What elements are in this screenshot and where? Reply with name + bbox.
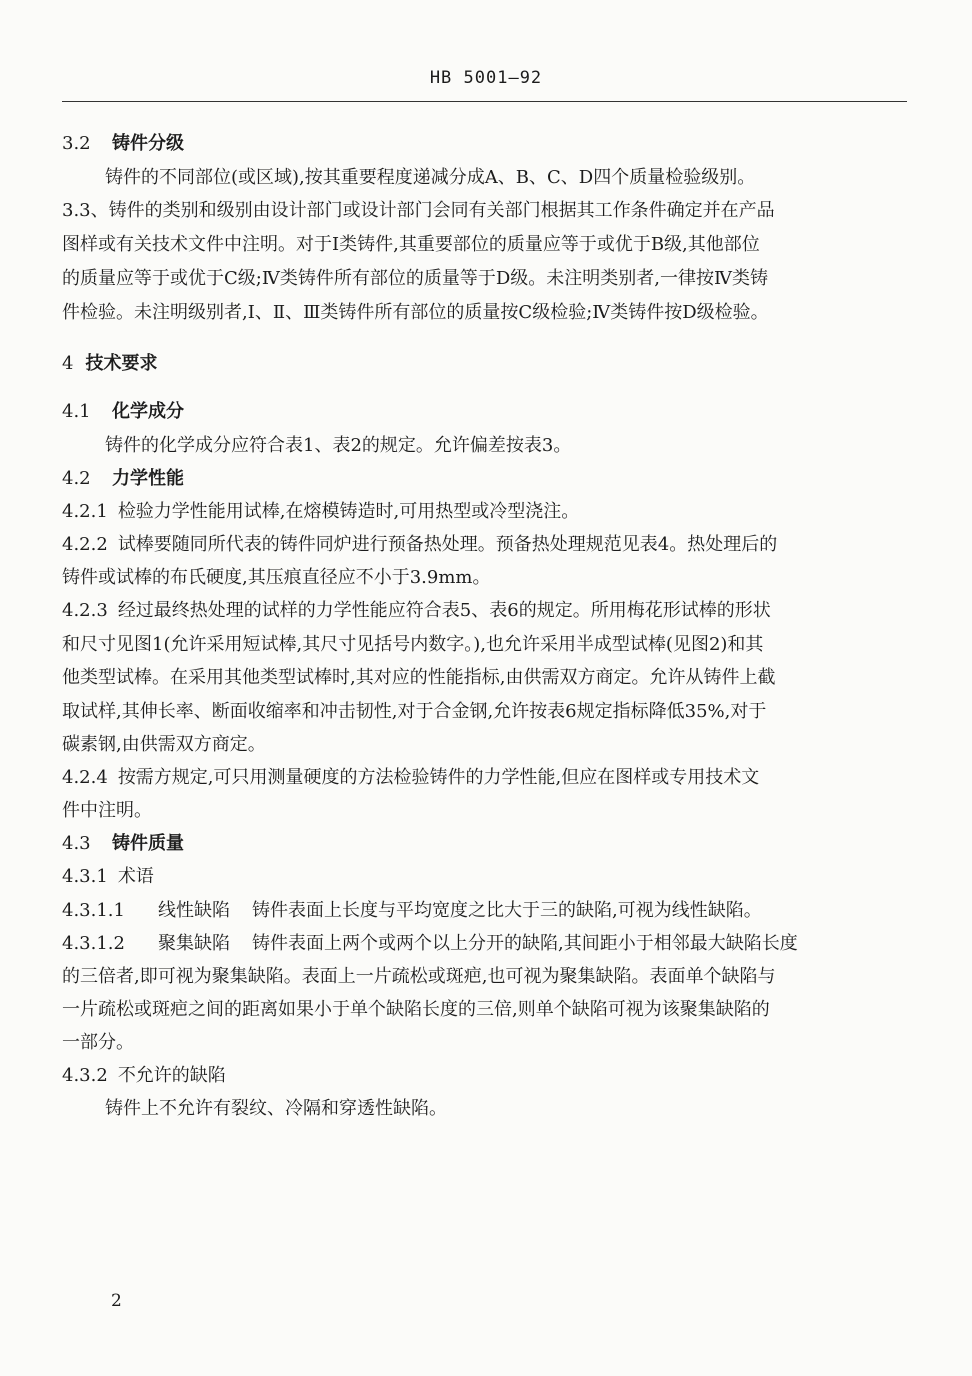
paragraph-4-2-3-line-5: 碳素钢,由供需双方商定。 [62,734,266,755]
clause-text: 铸件表面上两个或两个以上分开的缺陷,其间距小于相邻最大缺陷长度 [252,933,798,954]
paragraph-4-2-3-line-4: 取试样,其伸长率、断面收缩率和冲击韧性,对于合金钢,允许按表6规定指标降低35%,对于 [62,701,767,722]
section-title: 力学性能 [112,468,184,489]
section-title: 术语 [117,866,154,887]
section-4-3-2-heading [62,1065,226,1087]
term-label: 线性缺陷 [158,900,230,921]
section-4-heading [62,353,157,375]
paragraph-3-3-line-3: 的质量应等于或优于C级;Ⅳ类铸件所有部位的质量等于D级。未注明类别者,一律按Ⅳ类铸 [62,268,768,289]
section-4-3-1-heading [62,866,154,888]
paragraph-4-2-3-line-2: 和尺寸见图1(允许采用短试棒,其尺寸见括号内数字。),也允许采用半成型试棒(见图2)和其 [62,634,764,655]
paragraph-4-3-1-2-line-1 [62,933,798,955]
clause-text: 按需方规定,可只用测量硬度的方法检验铸件的力学性能,但应在图样或专用技术文 [117,767,760,788]
section-4-2-heading [62,468,184,490]
clause-number: 4.2.3 [62,600,108,621]
paragraph-3-3-line-4: 件检验。未注明级别者,Ⅰ、Ⅱ、Ⅲ类铸件所有部位的质量按C级检验;Ⅳ类铸件按D级检验。 [62,302,769,323]
header-rule [62,101,907,102]
paragraph-4-2-1 [62,501,579,523]
paragraph-4-3-1-1 [62,900,762,922]
clause-number: 4.3.1.2 [62,933,125,954]
section-title: 铸件分级 [112,133,184,154]
clause-number: 4.2.2 [62,534,108,555]
section-title: 铸件质量 [112,833,184,854]
section-number: 3.2 [62,133,91,154]
paragraph-4-2-2-line-1 [62,534,777,556]
clause-text: 试棒要随同所代表的铸件同炉进行预备热处理。预备热处理规范见表4。热处理后的 [117,534,778,555]
paragraph-3-3-line-2: 图样或有关技术文件中注明。对于Ⅰ类铸件,其重要部位的质量应等于或优于B级,其他部位 [62,234,760,255]
paragraph-4-1: 铸件的化学成分应符合表1、表2的规定。允许偏差按表3。 [105,435,572,456]
page-number: 2 [111,1291,122,1311]
clause-number: 4.2.4 [62,767,108,788]
section-number: 4.2 [62,468,91,489]
paragraph-4-3-2: 铸件上不允许有裂纹、冷隔和穿透性缺陷。 [105,1098,447,1119]
paragraph-4-2-4-line-2: 件中注明。 [62,800,152,821]
paragraph-4-3-1-2-line-4: 一部分。 [62,1032,134,1053]
paragraph-3-2: 铸件的不同部位(或区域),按其重要程度递减分成A、B、C、D四个质量检验级别。 [105,167,756,188]
paragraph-4-3-1-2-line-3: 一片疏松或斑疤之间的距离如果小于单个缺陷长度的三倍,则单个缺陷可视为该聚集缺陷的 [62,999,770,1020]
term-label: 聚集缺陷 [158,933,230,954]
paragraph-4-2-3-line-1 [62,600,771,622]
section-number: 4.3.1 [62,866,108,887]
section-4-3-heading [62,833,184,855]
section-number: 4.3 [62,833,91,854]
clause-text: 检验力学性能用试棒,在熔模铸造时,可用热型或冷型浇注。 [117,501,580,522]
clause-number: 4.3.1.1 [62,900,125,921]
clause-text: 经过最终热处理的试样的力学性能应符合表5、表6的规定。所用梅花形试棒的形状 [117,600,771,621]
section-title: 技术要求 [85,353,158,374]
paragraph-4-2-3-line-3: 他类型试棒。在采用其他类型试棒时,其对应的性能指标,由供需双方商定。允许从铸件上截 [62,667,776,688]
section-number: 4 [62,353,74,374]
paragraph-3-3-line-1: 3.3、铸件的类别和级别由设计部门或设计部门会同有关部门根据其工作条件确定并在产品 [62,200,775,221]
section-title: 不允许的缺陷 [117,1065,226,1086]
section-title: 化学成分 [112,401,184,422]
section-number: 4.1 [62,401,91,422]
paragraph-4-2-2-line-2: 铸件或试棒的布氏硬度,其压痕直径应不小于3.9mm。 [62,567,491,588]
section-3-2-heading [62,133,184,155]
section-number: 4.3.2 [62,1065,108,1086]
document-code-header: HB 5001—92 [429,68,543,88]
paragraph-4-3-1-2-line-2: 的三倍者,即可视为聚集缺陷。表面上一片疏松或斑疤,也可视为聚集缺陷。表面单个缺陷与 [62,966,776,987]
clause-text: 铸件表面上长度与平均宽度之比大于三的缺陷,可视为线性缺陷。 [252,900,762,921]
paragraph-4-2-4-line-1 [62,767,759,789]
clause-number: 4.2.1 [62,501,108,522]
section-4-1-heading [62,401,184,423]
